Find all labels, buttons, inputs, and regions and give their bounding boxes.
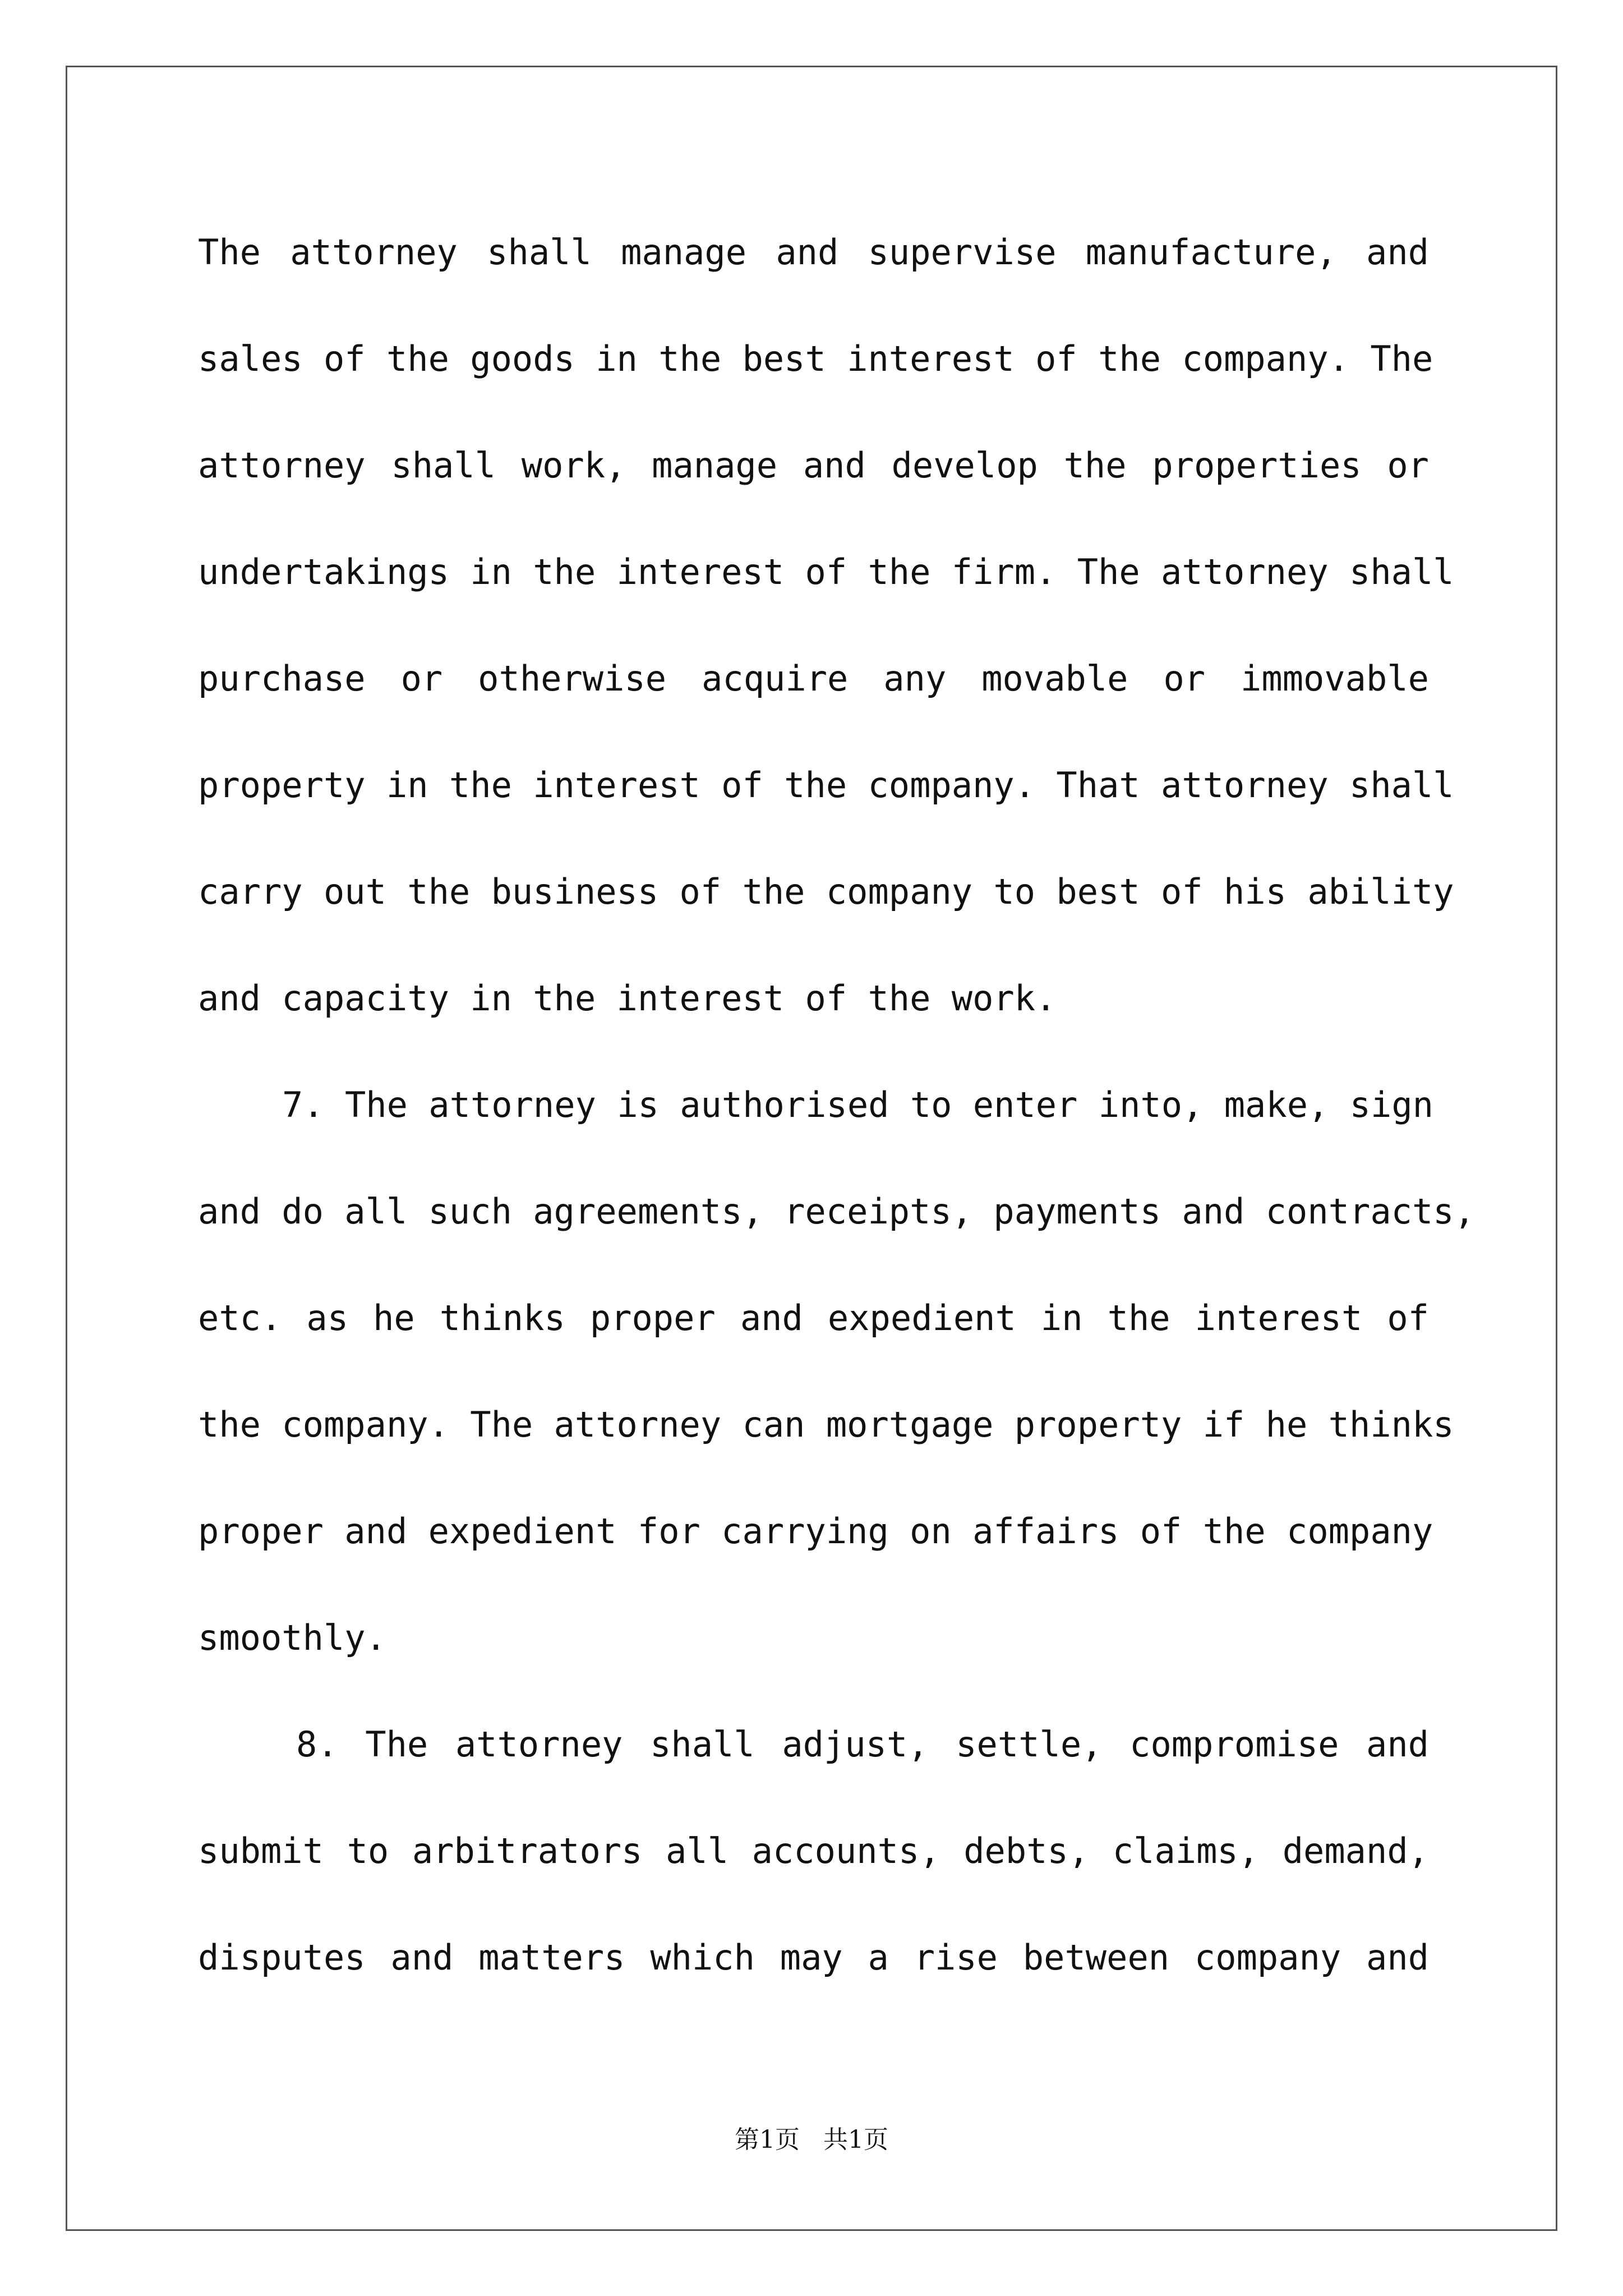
text-line: sales of the goods in the best interest of the company. The: [198, 338, 1433, 379]
text-line: and do all such agreements, receipts, payments and contracts,: [198, 1191, 1475, 1232]
paragraph-8-start: 8. The attorney shall adjust, settle, compromise and: [296, 1724, 1429, 1765]
text-line: proper and expedient for carrying on affairs of the company: [198, 1511, 1433, 1552]
text-line: smoothly.: [198, 1617, 386, 1658]
page-number-footer: 第1页 共1页: [735, 2125, 888, 2154]
text-line: purchase or otherwise acquire any movable or immovable: [198, 658, 1429, 699]
text-line: undertakings in the interest of the firm. The attorney shall: [198, 551, 1454, 592]
text-line: The attorney shall manage and supervise manufacture, and: [198, 232, 1429, 273]
text-line: carry out the business of the company to best of his ability: [198, 871, 1454, 912]
text-line: property in the interest of the company. That attorney shall: [198, 765, 1454, 806]
text-line: attorney shall work, manage and develop the properties or: [198, 445, 1429, 486]
text-line: submit to arbitrators all accounts, debts, claims, demand,: [198, 1830, 1429, 1871]
text-line: disputes and matters which may a rise between company and: [198, 1937, 1429, 1978]
text-line: etc. as he thinks proper and expedient in the interest of: [198, 1297, 1429, 1338]
text-line: and capacity in the interest of the work.: [198, 978, 1057, 1019]
text-line: the company. The attorney can mortgage property if he thinks: [198, 1404, 1454, 1445]
paragraph-7-start: 7. The attorney is authorised to enter into, make, sign: [282, 1084, 1433, 1125]
